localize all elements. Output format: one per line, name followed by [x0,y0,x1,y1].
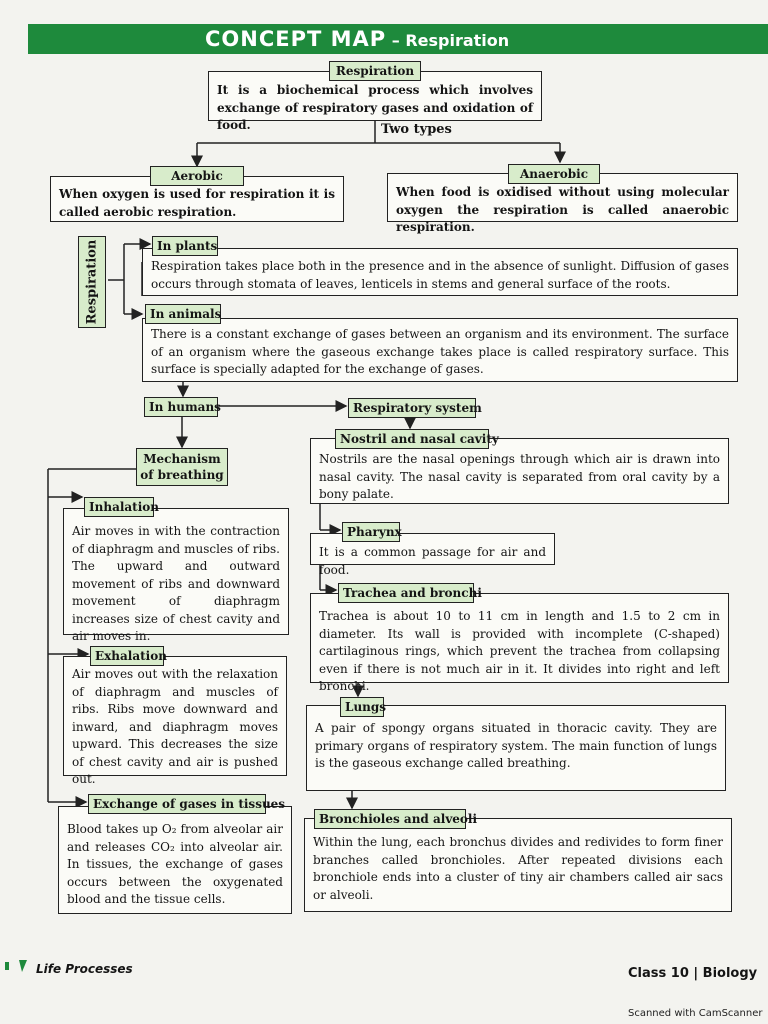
lungs-box: A pair of spongy organs situated in thoracic cavity. They are primary organs of respiratory system. The main function of lungs is the gaseous exchange called breathing. [306,705,726,791]
page-title [205,24,509,54]
pharynx-tag: Pharynx [342,522,400,542]
trachea-tag: Trachea and bronchi [338,583,474,603]
inhalation-tag: Inhalation [84,497,154,517]
respiratory-system-tag: Respiratory system [348,398,476,418]
bronchioles-tag: Bronchioles and alveoli [314,809,466,829]
bronchioles-box: Within the lung, each bronchus divides and redivides to form finer branches called bronchioles. After repeated divisions each bronchiole ends into a cluster of tiny air chambers called air sacs or alveoli. [304,818,732,912]
trachea-box: Trachea is about 10 to 11 cm in length and 1.5 to 2 cm in diameter. Its wall is provided with incomplete (C-shaped) cartilaginous rings, which prevent the trachea from collapsing even if there is not much air in it. It divides into right and left bronchi. [310,593,729,683]
aerobic-box: When oxygen is used for respiration it is called aerobic respiration. [50,176,344,222]
in-humans-tag: In humans [144,397,218,417]
exchange-tag: Exchange of gases in tissues [88,794,266,814]
two-types-label: Two types [381,122,452,137]
pharynx-box: It is a common passage for air and food. [310,533,555,565]
in-animals-tag: In animals [145,304,221,324]
exhalation-tag: Exhalation [90,646,164,666]
title-dash: – [391,31,400,50]
nostril-tag: Nostril and nasal cavity [335,429,489,449]
lungs-tag: Lungs [340,697,384,717]
in-animals-box: There is a constant exchange of gases between an organism and its environment. The surface of an organism where the gaseous exchange takes place is called respiratory surface. This surface is specially adapted for the exchange of gases. [142,318,738,382]
title-main: CONCEPT MAP [205,27,387,51]
respiration-box: It is a biochemical process which involves exchange of respiratory gases and oxidation of food. [208,71,542,121]
anaerobic-tag: Anaerobic [508,164,600,184]
exchange-box: Blood takes up O₂ from alveolar air and releases CO₂ into alveolar air. In tissues, the exchange of gases occurs between the oxygenated blood and the tissue cells. [58,806,292,914]
footer-leaf-icon [5,960,27,972]
inhalation-box: Air moves in with the contraction of diaphragm and muscles of ribs. The upward and outward movement of ribs and downward movement of diaphragm increases size of chest cavity and air moves in. [63,508,289,635]
aerobic-tag: Aerobic [150,166,244,186]
title-subtitle: Respiration [405,31,510,50]
footer-chapter: Life Processes [36,962,133,976]
in-plants-tag: In plants [152,236,218,256]
in-plants-box: Respiration takes place both in the presence and in the absence of sunlight. Diffusion of gases occurs through stomata of leaves, lenticels in stems and general surface of the roots. [142,248,738,296]
scanner-watermark: Scanned with CamScanner [628,1008,763,1019]
nostril-box: Nostrils are the nasal openings through which air is drawn into nasal cavity. The nasal cavity is separated from oral cavity by a bony palate. [310,438,729,504]
respiration-side-tag [78,236,106,328]
exhalation-box: Air moves out with the relaxation of diaphragm and muscles of ribs. Ribs move downward and inward, and diaphragm moves upward. This decreases the size of chest cavity and air is pushed out. [63,656,287,776]
respiration-tag: Respiration [329,61,421,81]
anaerobic-box: When food is oxidised without using molecular oxygen the respiration is called anaerobic respiration. [387,173,738,222]
footer-class: Class 10 | Biology [628,966,758,981]
mechanism-tag: Mechanism of breathing [136,448,228,486]
respiration-side-label: Respiration [84,239,100,325]
